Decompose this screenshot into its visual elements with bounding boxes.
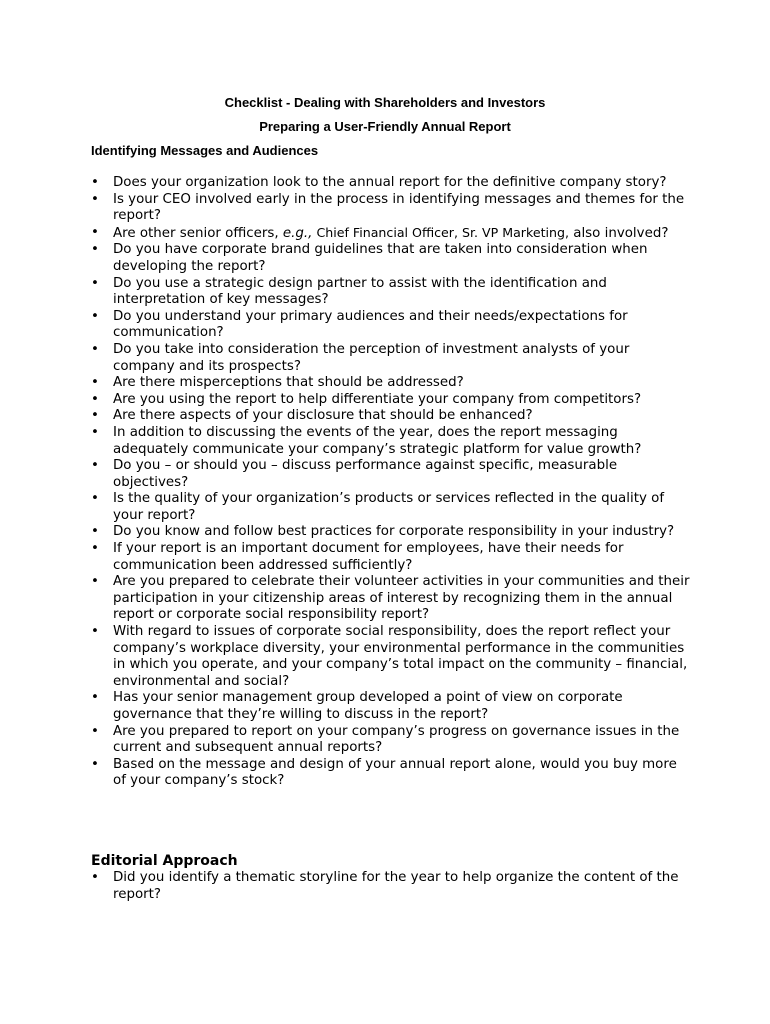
list-item xyxy=(91,242,691,275)
bullet-icon: • xyxy=(91,341,99,357)
bullet-icon: • xyxy=(91,242,99,258)
list-item xyxy=(91,425,691,458)
list-item xyxy=(91,690,691,723)
list-item-text: Has your senior management group developed a point of view on corporate governance that they’re willing to discuss in the report? xyxy=(113,690,623,722)
list-item-text-end: also involved? xyxy=(569,225,669,241)
list-item-text: In addition to discussing the events of the year, does the report messaging adequately communicate your company’s strategic platform for value growth? xyxy=(113,424,642,457)
list-item-officers: Chief Financial Officer, Sr. VP Marketing, xyxy=(312,224,569,240)
list-item-text: Do you understand your primary audiences and their needs/expectations for communication? xyxy=(113,308,628,341)
list-item xyxy=(91,192,691,225)
bullet-icon: • xyxy=(91,175,99,190)
list-item-text: Do you know and follow best practices for corporate responsibility in your industry? xyxy=(113,524,675,540)
bullet-icon: • xyxy=(91,723,99,739)
list-item xyxy=(91,574,691,624)
list-item-text: Is your CEO involved early in the process in identifying messages and themes for the report? xyxy=(113,191,685,224)
list-item-text: Do you – or should you – discuss performance against specific, measurable objectives? xyxy=(113,458,618,490)
list-item xyxy=(91,541,691,574)
document-subtitle: Preparing a User-Friendly Annual Report xyxy=(259,119,511,134)
list-item-text: Does your organization look to the annual report for the definitive company story? xyxy=(113,175,667,190)
list-item xyxy=(91,624,691,690)
list-item xyxy=(91,870,691,903)
bullet-icon: • xyxy=(91,191,99,207)
bullet-icon: • xyxy=(91,756,99,772)
messages-checklist xyxy=(91,175,691,790)
bullet-icon: • xyxy=(91,870,99,885)
list-item xyxy=(91,408,691,425)
bullet-icon: • xyxy=(91,541,99,557)
bullet-icon: • xyxy=(91,574,99,590)
list-item-text: Do you have corporate brand guidelines that are taken into consideration when developing the report? xyxy=(113,242,648,274)
list-item-text: Did you identify a thematic storyline for the year to help organize the content of the report? xyxy=(113,870,679,902)
list-item xyxy=(91,309,691,342)
list-item-text: Are other senior officers, xyxy=(113,225,283,241)
list-item xyxy=(91,392,691,409)
document-title: Checklist - Dealing with Shareholders and Investors xyxy=(224,95,546,110)
list-item-emphasis: e.g., xyxy=(282,225,313,241)
list-item-text: Are there aspects of your disclosure that should be enhanced? xyxy=(113,408,533,424)
editorial-checklist xyxy=(91,870,691,903)
bullet-icon: • xyxy=(91,275,99,291)
list-item-text: Is the quality of your organization’s products or services reflected in the quality of your report? xyxy=(113,491,665,523)
bullet-icon: • xyxy=(91,224,99,240)
list-item xyxy=(91,757,691,790)
bullet-icon: • xyxy=(91,375,99,391)
section-heading-editorial: Editorial Approach xyxy=(91,853,238,869)
bullet-icon: • xyxy=(91,458,99,474)
list-item-text: Do you take into consideration the perception of investment analysts of your company and its prospects? xyxy=(113,341,630,374)
list-item xyxy=(91,491,691,524)
list-item-text: Are you prepared to report on your company’s progress on governance issues in the current and subsequent annual reports? xyxy=(113,723,680,756)
list-item-text: Do you use a strategic design partner to assist with the identification and interpretation of key messages? xyxy=(113,275,607,308)
list-item xyxy=(91,225,691,243)
list-item xyxy=(91,524,691,541)
list-item xyxy=(91,724,691,757)
bullet-icon: • xyxy=(91,424,99,440)
bullet-icon: • xyxy=(91,624,99,640)
list-item xyxy=(91,175,691,192)
list-item xyxy=(91,458,691,491)
list-item-text: Are there misperceptions that should be addressed? xyxy=(113,375,464,391)
list-item-text: Are you using the report to help differentiate your company from competitors? xyxy=(113,391,642,407)
list-item-text: Based on the message and design of your annual report alone, would you buy more of your company’s stock? xyxy=(113,756,677,789)
list-item-text: Are you prepared to celebrate their volunteer activities in your communities and their participation in your citizenship areas of interest by recognizing them in the annual report or corporate social responsibility report? xyxy=(113,574,690,623)
list-item xyxy=(91,375,691,392)
bullet-icon: • xyxy=(91,690,99,706)
bullet-icon: • xyxy=(91,391,99,407)
bullet-icon: • xyxy=(91,408,99,424)
list-item-text: With regard to issues of corporate social responsibility, does the report reflect your company’s workplace diversity, your environmental performance in the communities in which you operate, and your company’s total impact on the community – financial, environmental and social? xyxy=(113,624,688,689)
section-heading-messages: Identifying Messages and Audiences xyxy=(91,143,319,158)
list-item xyxy=(91,342,691,375)
bullet-icon: • xyxy=(91,308,99,324)
list-item xyxy=(91,276,691,309)
bullet-icon: • xyxy=(91,524,99,540)
list-item-text: If your report is an important document for employees, have their needs for communication been addressed sufficiently? xyxy=(113,541,624,573)
bullet-icon: • xyxy=(91,491,99,507)
